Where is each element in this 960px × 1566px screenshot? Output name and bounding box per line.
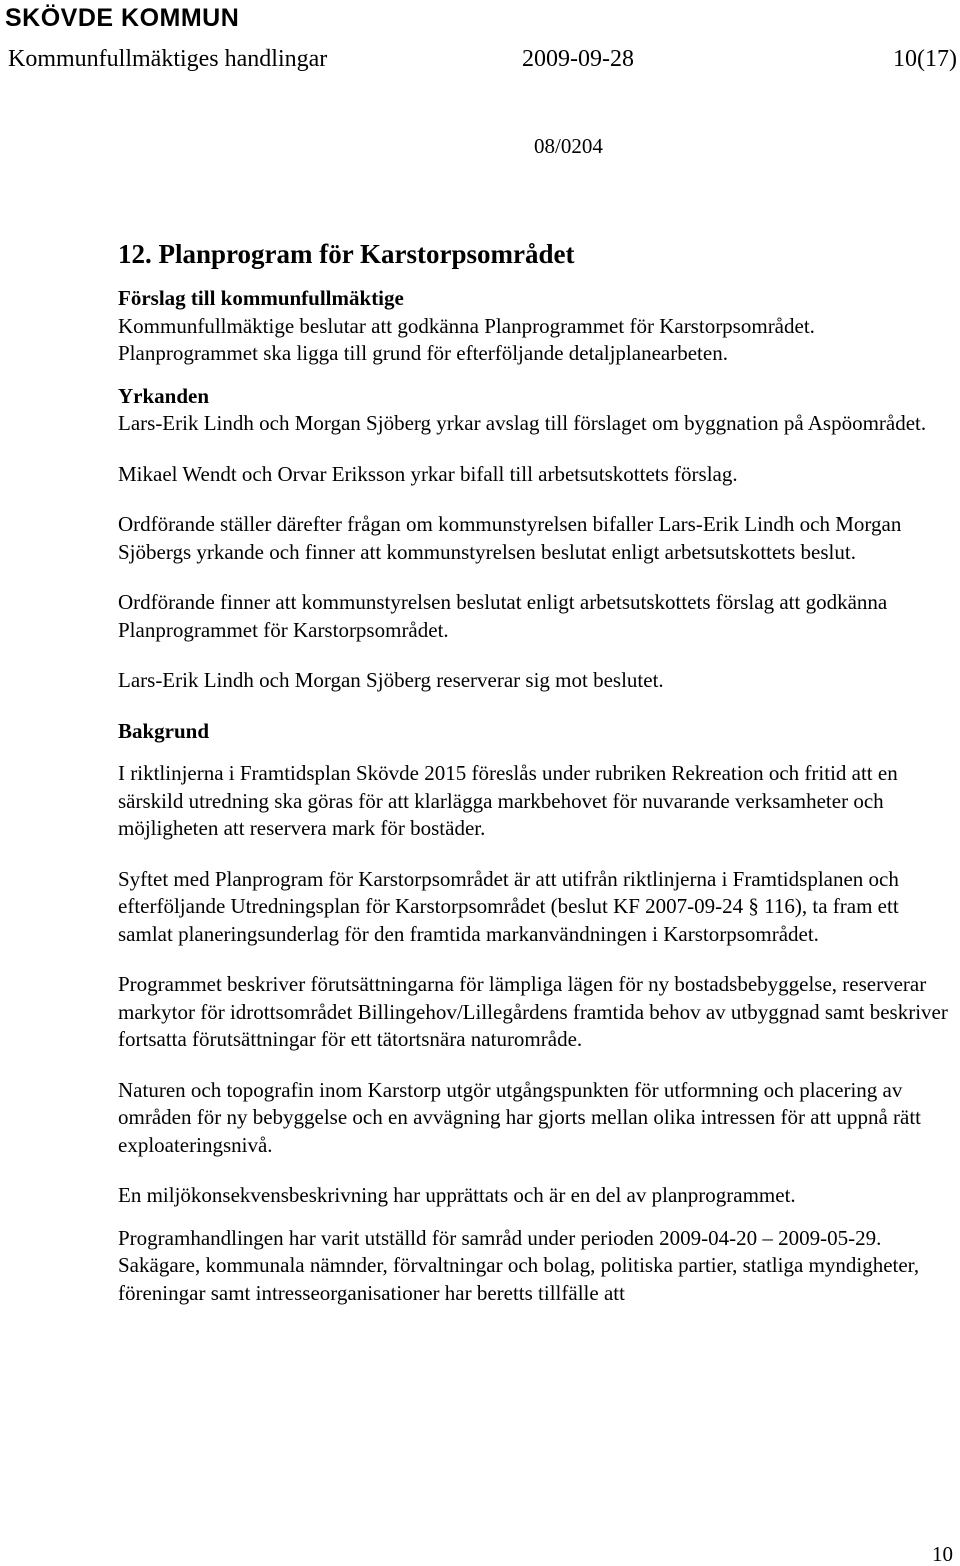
background-paragraph: Syftet med Planprogram för Karstorpsområdet är att utifrån riktlinjerna i Framtidsplanen och efterföljande Utredningsplan för Karstorpsområdet (beslut KF 2007-09-24 § 116), ta fram ett samlat planeringsunderlag för den framtida markanvändningen i Karstorpsområdet. <box>118 866 899 946</box>
background-heading: Bakgrund <box>118 718 210 743</box>
municipality-logo: SKÖVDE KOMMUN <box>5 4 240 32</box>
proposal-line: Planprogrammet ska ligga till grund för efterföljande detaljplanearbeten. <box>118 341 728 365</box>
document-date: 2009-09-28 <box>522 46 634 72</box>
case-number: 08/0204 <box>534 134 603 158</box>
proposal-line: Kommunfullmäktige beslutar att godkänna Planprogrammet för Karstorpsområdet. <box>118 313 815 338</box>
main-content <box>118 237 948 1307</box>
document-title: Kommunfullmäktiges handlingar <box>8 46 328 72</box>
motion-paragraph: Mikael Wendt och Orvar Eriksson yrkar bifall till arbetsutskottets förslag. <box>118 461 738 486</box>
section-title: 12. Planprogram för Karstorpsområdet <box>118 239 575 269</box>
page-number: 10 <box>932 1542 953 1566</box>
proposal-heading: Förslag till kommunfullmäktige <box>118 286 404 310</box>
background-paragraph: Programmet beskriver förutsättningarna för lämpliga lägen för ny bostadsbebyggelse, reserverar markytor för idrottsområdet Billingehov/Lillegårdens framtida behov av utbyggnad samt beskriver fortsatta förutsättningar för ett tätortsnära naturområde. <box>118 972 948 1051</box>
motion-paragraph: Ordförande ställer därefter frågan om kommunstyrelsen bifaller Lars-Erik Lindh och Morgan Sjöbergs yrkande och finner att kommunstyrelsen beslutat enligt arbetsutskottets beslut. <box>118 512 902 564</box>
background-paragraph: En miljökonsekvensbeskrivning har upprättats och är en del av planprogrammet. <box>118 1183 796 1207</box>
background-paragraph: I riktlinjerna i Framtidsplan Skövde 2015 föreslås under rubriken Rekreation och fritid att en särskild utredning ska göras för att klarlägga markbehovet för nuvarande verksamheter och möjligheten att reservera mark för bostäder. <box>118 761 898 840</box>
background-paragraph: Programhandlingen har varit utställd för samråd under perioden 2009-04-20 – 2009-05-29. Sakägare, kommunala nämnder, förvaltningar och bolag, politiska partier, statliga myndigheter, föreningar samt intresseorganisationer har beretts tillfälle att <box>118 1225 920 1305</box>
motion-paragraph: Ordförande finner att kommunstyrelsen beslutat enligt arbetsutskottets förslag att godkänna Planprogrammet för Karstorpsområdet. <box>118 590 888 642</box>
motion-paragraph: Lars-Erik Lindh och Morgan Sjöberg yrkar avslag till förslaget om byggnation på Aspöområdet. <box>118 411 927 435</box>
background-paragraph: Naturen och topografin inom Karstorp utgör utgångspunkten för utformning och placering av områden för ny bebyggelse och en avvägning har gjorts mellan olika intressen för att uppnå rätt exploateringsnivå. <box>118 1077 922 1157</box>
page-count: 10(17) <box>893 46 957 72</box>
motions-heading: Yrkanden <box>118 383 210 408</box>
motion-paragraph: Lars-Erik Lindh och Morgan Sjöberg reserverar sig mot beslutet. <box>118 668 664 692</box>
